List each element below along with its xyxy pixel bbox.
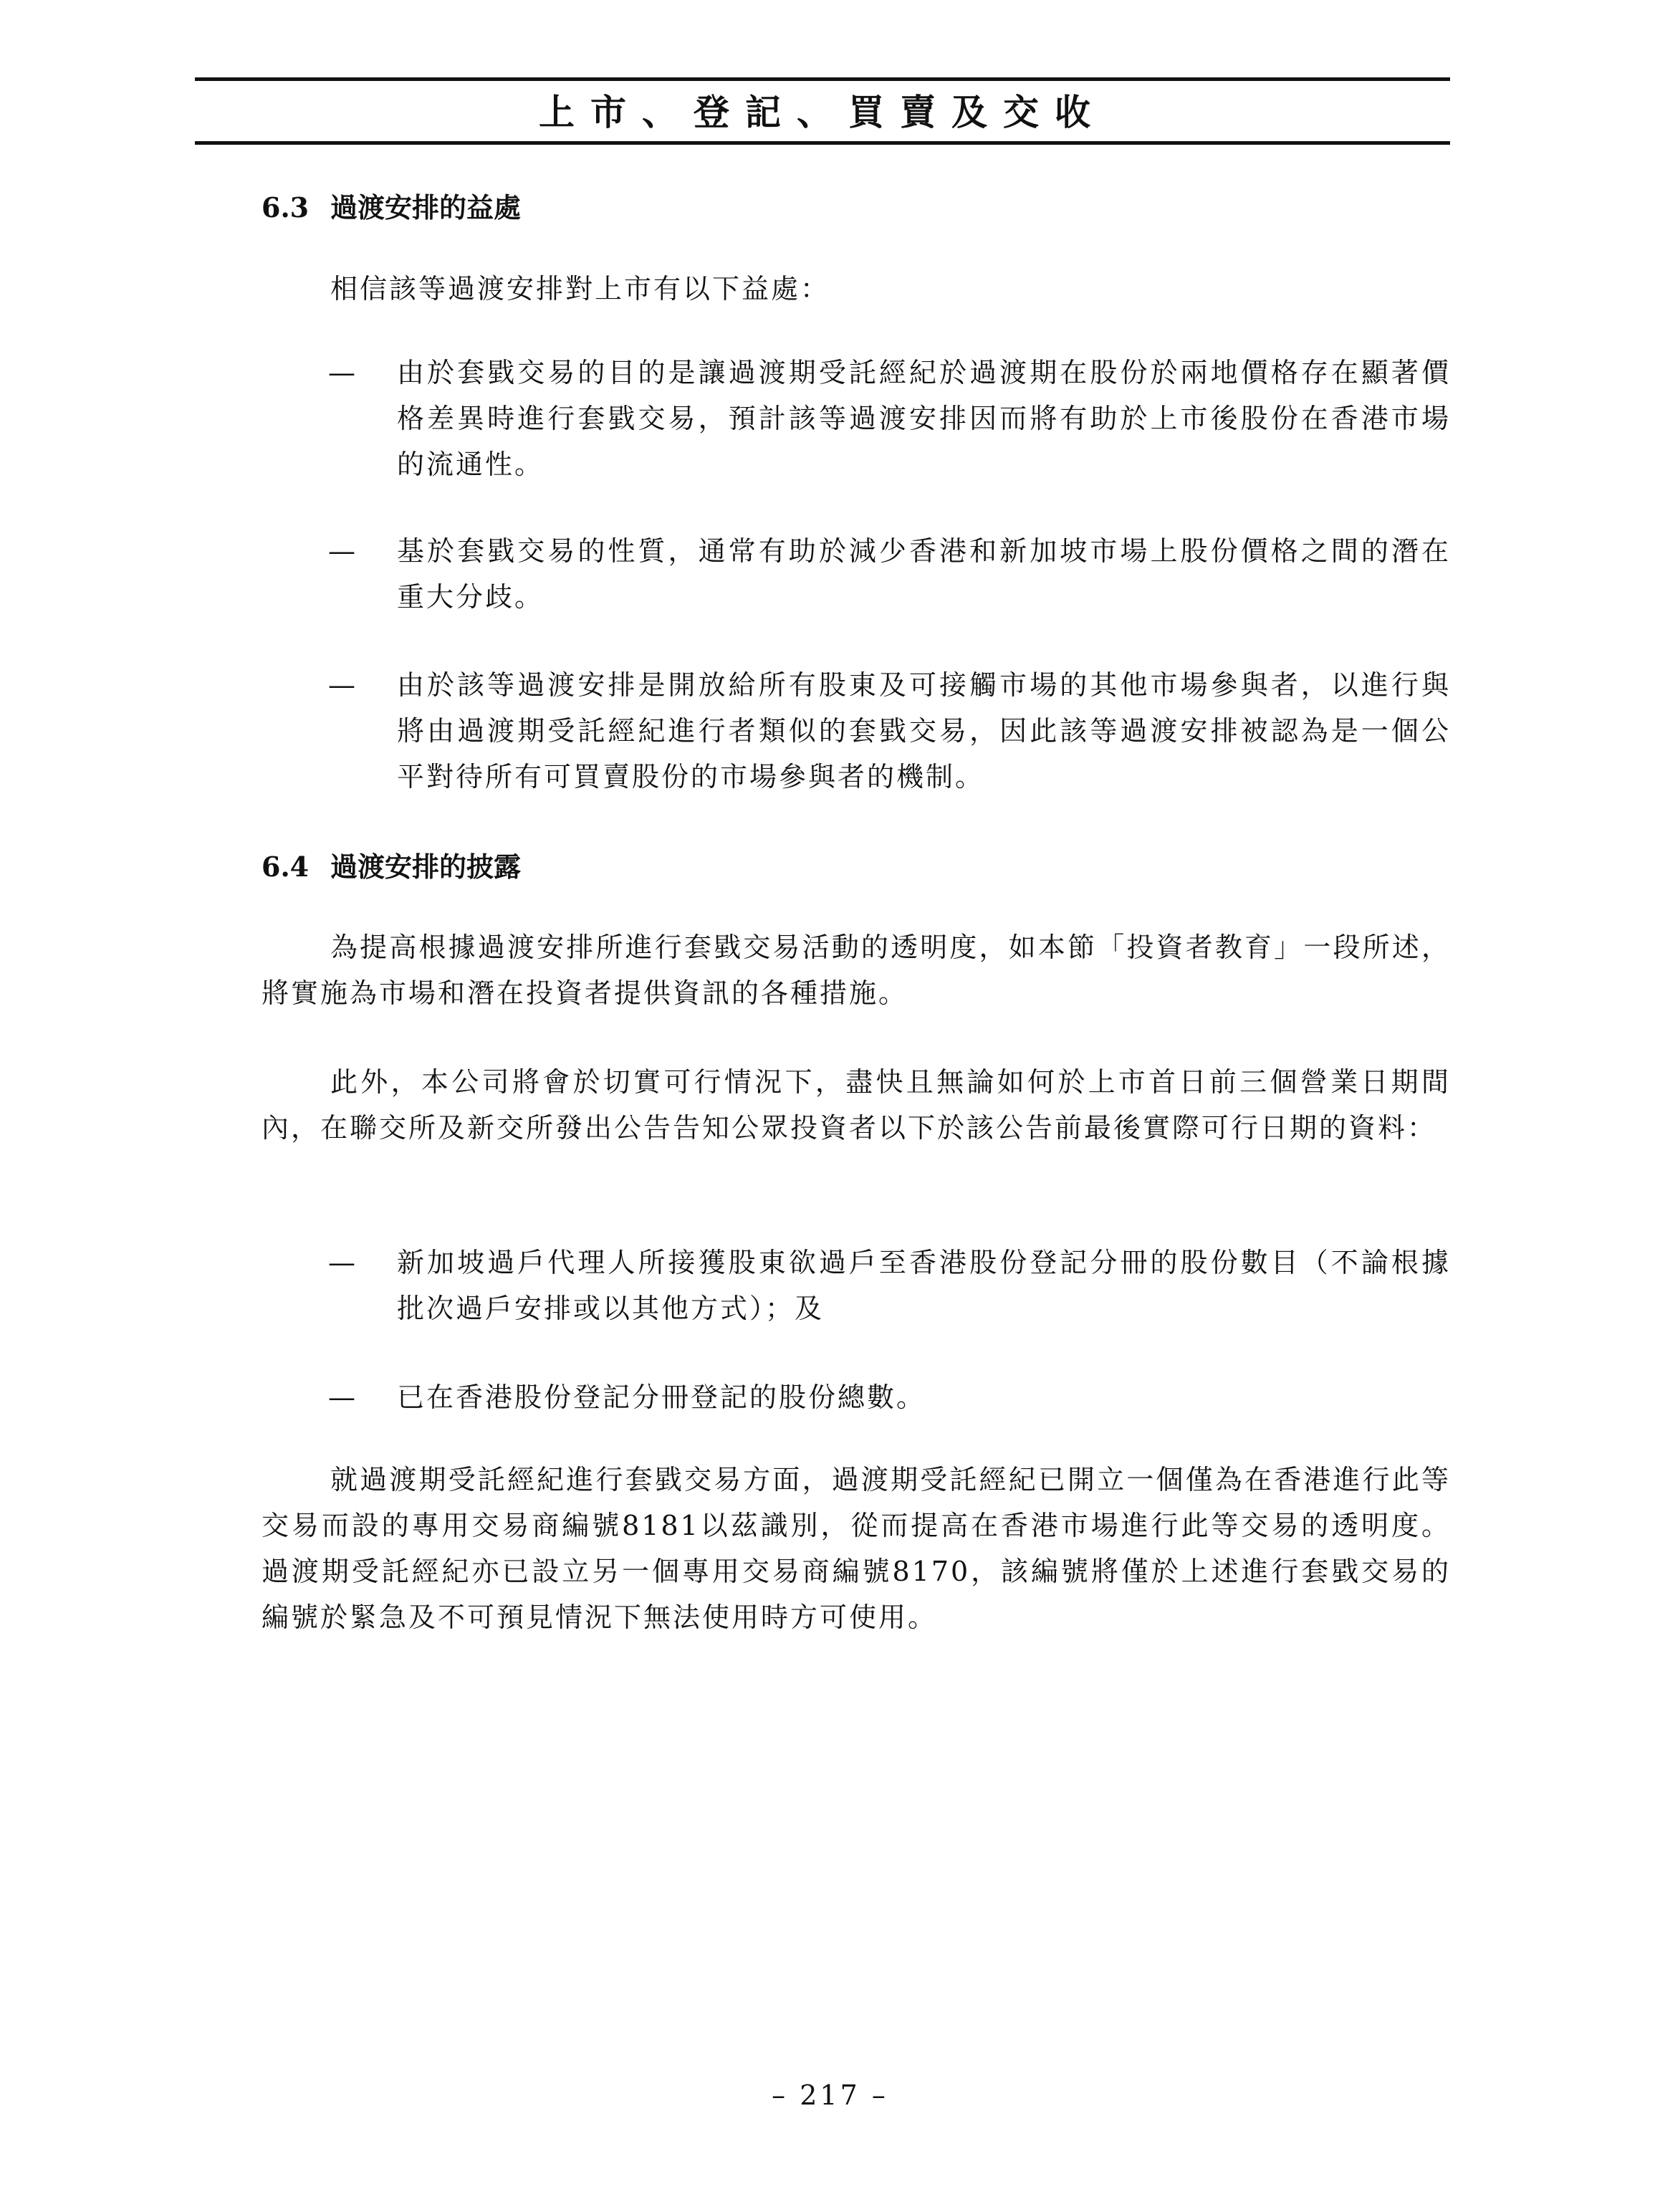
section-6-3-intro: 相信該等過渡安排對上市有以下益處： bbox=[330, 273, 830, 305]
bullet-dash: — bbox=[328, 535, 355, 567]
page-header bbox=[195, 77, 1450, 145]
header-title: 上市、登記、買賣及交收 bbox=[539, 91, 1106, 133]
section-6-4-paragraph-2: 此外，本公司將會於切實可行情況下，盡快且無論如何於上市首日前三個營業日期間內，在聯交所及新交所發出公告告知公眾投資者以下於該公告前最後實際可行日期的資料： bbox=[262, 1066, 1451, 1144]
bullet-text: 新加坡過戶代理人所接獲股東欲過戶至香港股份登記分冊的股份數目（不論根據批次過戶安排或以其他方式）；及 bbox=[397, 1247, 1451, 1324]
section-6-4-title: 過渡安排的披露 bbox=[330, 851, 522, 883]
section-6-4-paragraph-1: 為提高根據過渡安排所進行套戥交易活動的透明度，如本節「投資者教育」一段所述，將實施為市場和潛在投資者提供資訊的各種措施。 bbox=[262, 932, 1451, 1009]
page-number: – 217 – bbox=[772, 2079, 888, 2111]
section-6-4-paragraph-3: 就過渡期受託經紀進行套戥交易方面，過渡期受託經紀已開立一個僅為在香港進行此等交易而設的專用交易商編號8181以茲識別，從而提高在香港市場進行此等交易的透明度。過渡期受託經紀亦已設立另一個專用交易商編號8170，該編號將僅於上述進行套戥交易的編號於緊急及不可預見情況下無法使用時方可使用。 bbox=[262, 1464, 1451, 1633]
bullet-text: 基於套戥交易的性質，通常有助於減少香港和新加坡市場上股份價格之間的潛在重大分歧。 bbox=[397, 535, 1451, 613]
bullet-text: 已在香港股份登記分冊登記的股份總數。 bbox=[397, 1382, 926, 1413]
section-6-4-heading bbox=[262, 851, 521, 883]
bullet-dash: — bbox=[328, 1382, 355, 1413]
section-6-3-number: 6.3 bbox=[262, 191, 310, 224]
section-6-4-number: 6.4 bbox=[262, 851, 310, 883]
section-6-3-heading bbox=[262, 192, 521, 224]
bullet-dash: — bbox=[328, 1247, 355, 1278]
bullet-text: 由於該等過渡安排是開放給所有股東及可接觸市場的其他市場參與者，以進行與將由過渡期受託經紀進行者類似的套戥交易，因此該等過渡安排被認為是一個公平對待所有可買賣股份的市場參與者的機制。 bbox=[397, 669, 1451, 793]
bullet-text: 由於套戥交易的目的是讓過渡期受託經紀於過渡期在股份於兩地價格存在顯著價格差異時進行套戥交易，預計該等過渡安排因而將有助於上市後股份在香港市場的流通性。 bbox=[397, 357, 1451, 480]
bullet-dash: — bbox=[328, 669, 355, 701]
bullet-dash: — bbox=[328, 357, 355, 388]
section-6-3-title: 過渡安排的益處 bbox=[330, 191, 522, 224]
